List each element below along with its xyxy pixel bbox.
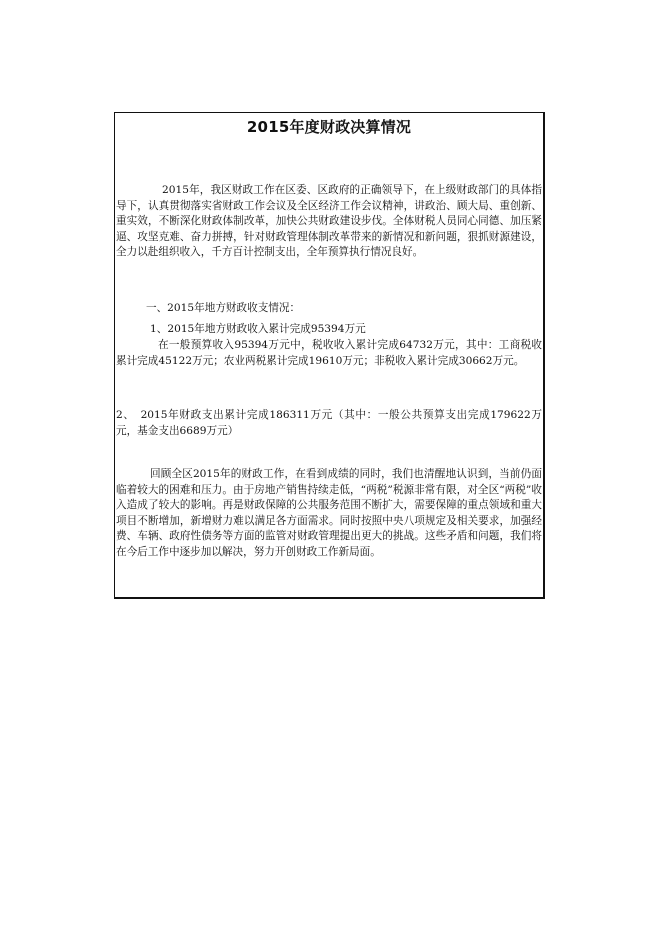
section1-heading: 一、2015年地方财政收支情况： <box>146 302 301 314</box>
income-detail-paragraph: 在一般预算收入95394万元中，税收收入累计完成64732万元，其中：工商税收累计完成45122万元；农业两税累计完成19610万元；非税收入累计完成30662万元。 <box>116 339 542 367</box>
revenue-item: 1、2015年地方财政收入累计完成95394万元 <box>150 323 366 335</box>
expenditure-item: 2、 2015年财政支出累计完成186311万元（其中：一般公共预算支出完成179622万元，基金支出6689万元） <box>116 409 542 437</box>
document-title: 2015年度财政决算情况 <box>246 118 412 136</box>
intro-paragraph: 2015年，我区财政工作在区委、区政府的正确领导下，在上级财政部门的具体指导下，认真贯彻落实省财政工作会议及全区经济工作会议精神，讲政治、顾大局、重创新、重实效，不断深化财政体制改革，加快公共财政建设步伐。全体财税人员同心同德、加压紧逼、攻坚克难、奋力拼搏，针对财政管理体制改革带来的新情况和新问题，狠抓财源建设，全力以赴组织收入，千方百计控制支出，全年预算执行情况良好。 <box>116 184 542 258</box>
review-paragraph: 回顾全区2015年的财政工作，在看到成绩的同时，我们也清醒地认识到，当前仍面临着较大的困难和压力。由于房地产销售持续走低，“两税”税源非常有限，对全区“两税”收入造成了较大的影响。再是财政保障的公共服务范围不断扩大，需要保障的重点领域和重大项目不断增加，新增财力难以满足各方面需求。同时按照中央八项规定及相关要求，加强经费、车辆、政府性债务等方面的监管对财政管理提出更大的挑战。这些矛盾和问题，我们将在今后工作中逐步加以解决，努力开创财政工作新局面。 <box>116 468 542 558</box>
document-frame <box>114 112 545 599</box>
